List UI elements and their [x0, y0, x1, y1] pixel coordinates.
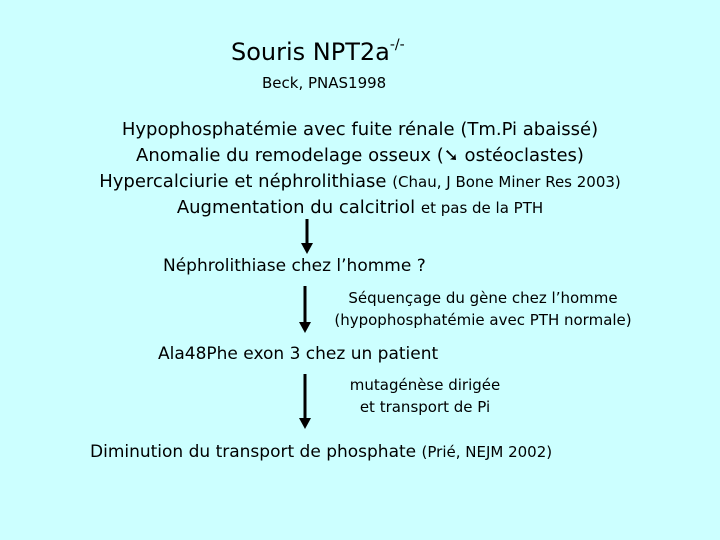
findings-list: [0, 117, 720, 221]
finding-2-text-after: ostéoclastes): [458, 145, 584, 166]
finding-3-text: Hypercalciurie et néphrolithiase: [99, 171, 393, 192]
step-mutagenesis: [340, 374, 510, 418]
step-sequencing-line-1: Séquençage du gène chez l’homme: [348, 289, 618, 307]
finding-4: [0, 195, 720, 221]
down-arrow-icon-2: [297, 286, 313, 334]
down-arrow-icon-1: [299, 219, 315, 255]
finding-3: [0, 169, 720, 195]
title-main: Souris NPT2a: [231, 38, 390, 66]
finding-2-text-before: Anomalie du remodelage osseux (: [136, 145, 444, 166]
step-sequencing: [318, 287, 648, 331]
result-transport-text: Diminution du transport de phosphate: [90, 442, 422, 462]
step-sequencing-line-2: (hypophosphatémie avec PTH normale): [334, 311, 632, 329]
result-transport-reference: (Prié, NEJM 2002): [421, 443, 553, 461]
title-reference: Beck, PNAS1998: [262, 74, 387, 92]
result-transport: [90, 442, 552, 462]
step-mutagenesis-line-1: mutagénèse dirigée: [349, 376, 501, 394]
finding-1: [0, 117, 720, 143]
down-arrow-icon-3: [297, 374, 313, 430]
title-superscript: -/-: [389, 37, 405, 53]
result-mutation: Ala48Phe exon 3 chez un patient: [158, 344, 439, 364]
finding-2: [0, 143, 720, 169]
slide-title: [231, 38, 405, 66]
step-mutagenesis-line-2: et transport de Pi: [359, 398, 491, 416]
question-nephrolithiasis: Néphrolithiase chez l’homme ?: [163, 256, 426, 276]
finding-1-text: Hypophosphatémie avec fuite rénale (Tm.Pi abaissé): [121, 119, 599, 140]
down-right-arrow-icon: ➘: [443, 145, 459, 166]
finding-4-text: Augmentation du calcitriol: [176, 197, 421, 218]
finding-3-note: (Chau, J Bone Miner Res 2003): [392, 173, 621, 191]
finding-4-note: et pas de la PTH: [420, 199, 544, 217]
